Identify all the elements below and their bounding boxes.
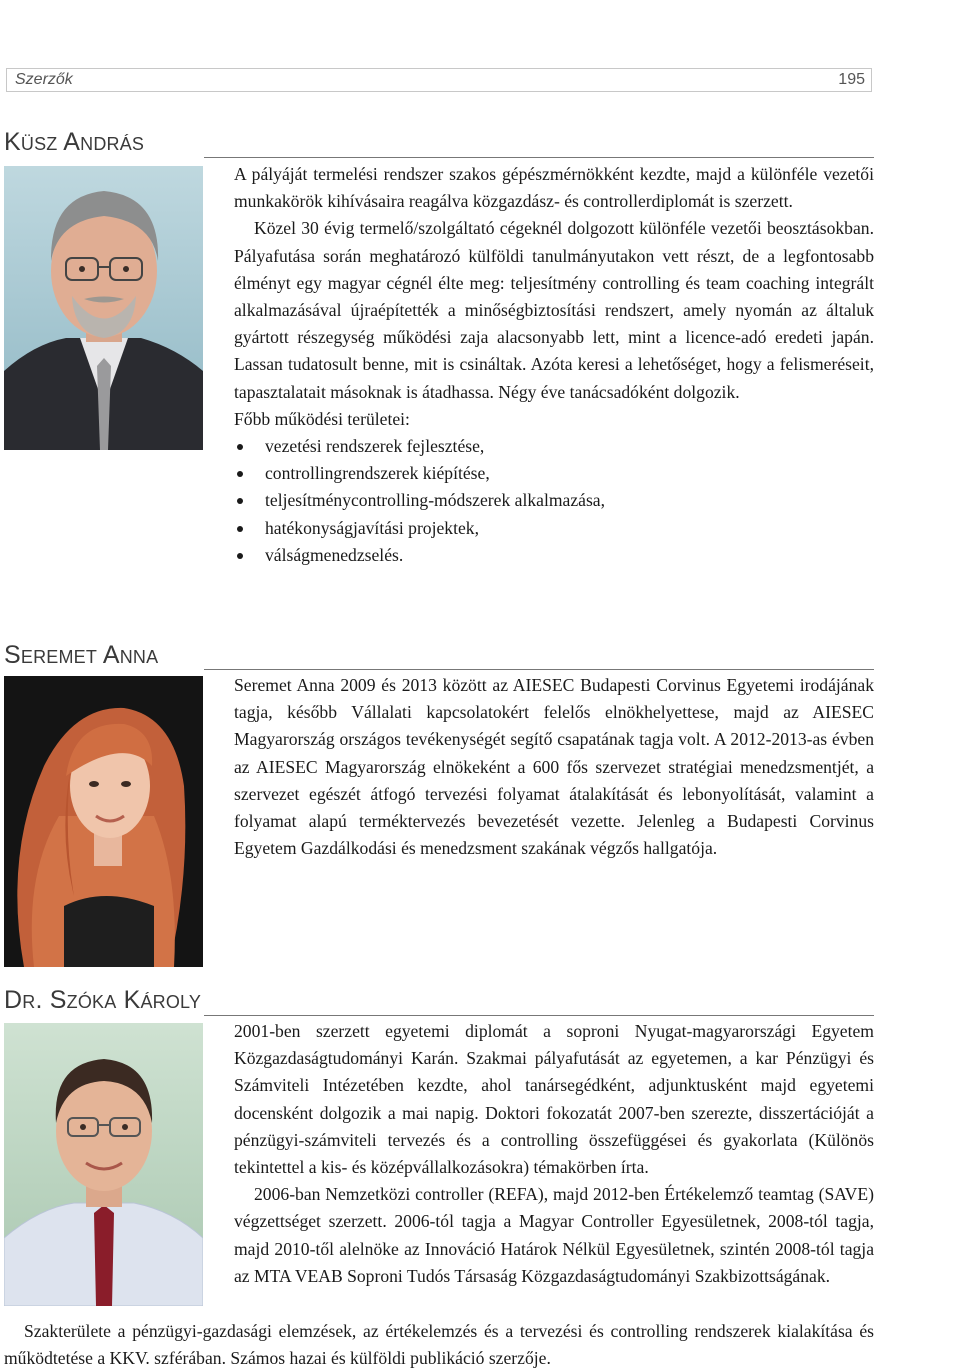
bio-list-intro: Főbb működési területei: [234,408,410,429]
bio-paragraph: 2006-ban Nemzetközi controller (REFA), majd 2012-ben Értékelemző teamtag (SAVE) végzettséget szerzett. 2006-tól tagja a Magyar Controller Egyesületnek, 2008-tól tagja, majd 2010-től alelnöke az Innováció Határok Nélkül Egyesületnek, szintén 2008-tól tagja az MTA VEAB Soproni Tudós Társaság Közgazdaságtudományi Szakbizottságának. [234,1184,874,1286]
author-name: Seremet Anna [4,641,159,669]
section-title: Szerzők [15,71,73,88]
page-number: 195 [838,71,865,88]
list-item: hatékonyságjavítási projektek, [234,515,874,542]
list-item: controllingrendszerek kiépítése, [234,460,874,487]
running-header [6,68,872,92]
bio-paragraph: Szakterülete a pénzügyi-gazdasági elemzések, az értékelemzés és a tervezési és controlling rendszerek kialakítása és működtetése a KKV. szférában. Számos hazai és külföldi publikáció szerzője. [4,1321,874,1369]
bio-paragraph: A pályáját termelési rendszer szakos gépészmérnökként kezdte, majd a különféle vezetői munkakörök kihívásaira reagálva közgazdász- és controllerdiplomát is szerzett. [234,164,874,212]
activity-list [234,433,874,569]
author-photo [4,676,203,967]
bio-paragraph: Seremet Anna 2009 és 2013 között az AIESEC Budapesti Corvinus Egyetemi irodájának tagja, később Vállalati kapcsolatokért felelős elnökhelyettese, majd az AIESEC Magyarország országos tevékenységét segítő csapatának tagja volt. A 2012-2013-as évben az AIESEC Magyarország elnökeként a 600 fős szervezet stratégiai menedzsmentjét, a szervezet egészét átfogó tervezési folyamat átalakítását és lebonyolítását, valamint a folyamat alapú terméktervezés bevezetését vezette. Jelenleg a Budapesti Corvinus Egyetem Gazdálkodási és menedzsment szakának végzős hallgatója. [234,675,874,859]
list-item: válságmenedzselés. [234,542,874,569]
author-photo [4,1023,203,1306]
name-divider [204,157,874,158]
list-item: teljesítménycontrolling-módszerek alkalmazása, [234,487,874,514]
author-name: Küsz András [4,128,145,156]
list-item: vezetési rendszerek fejlesztése, [234,433,874,460]
bio-paragraph-wide [4,1318,874,1372]
author-name: Dr. Szóka Károly [4,986,202,1014]
bio-paragraph: 2001-ben szerzett egyetemi diplomát a soproni Nyugat-magyarországi Egyetem Közgazdaságtudományi Karán. Szakmai pályafutását az egyetemen, a kar Pénzügyi és Számviteli Intézetében kezdte, ahol tanársegédként, adjunktusként majd egyetemi docensként dolgozik a mai napig. Doktori fokozatát 2007-ben szerezte, disszertációját a pénzügyi-számviteli tervezés és a controlling összefüggései és gyakorlata (Különös tekintettel a kis- és középvállalkozásokra) témakörben írta. [234,1021,874,1178]
author-photo [4,166,203,450]
name-divider [204,669,874,670]
bio-paragraph: Közel 30 évig termelő/szolgáltató cégeknél dolgozott különféle vezetői beosztásokban. Pályafutása során meghatározó külföldi tanulmányutakon vett részt, de a legfontosabb élményt egy magyar cégnél élte meg: teljesítmény controlling és team coaching integrált alkalmazásával újraépítették a minőségbiztosítási rendszert, amely nyomán az általuk gyártott részegység működési zaja alacsonyabb lett, mint a licence-adó eredeti japán. Lassan tudatosult benne, mit is csináltak. Azóta keresi a lehetőséget, hogy a felismeréseit, tapasztalatait másoknak is átadhassa. Négy éve tanácsadóként dolgozik. [234,218,874,402]
name-divider [204,1015,874,1016]
author-bio [234,1018,874,1290]
author-bio [234,672,874,862]
author-bio [234,161,874,569]
